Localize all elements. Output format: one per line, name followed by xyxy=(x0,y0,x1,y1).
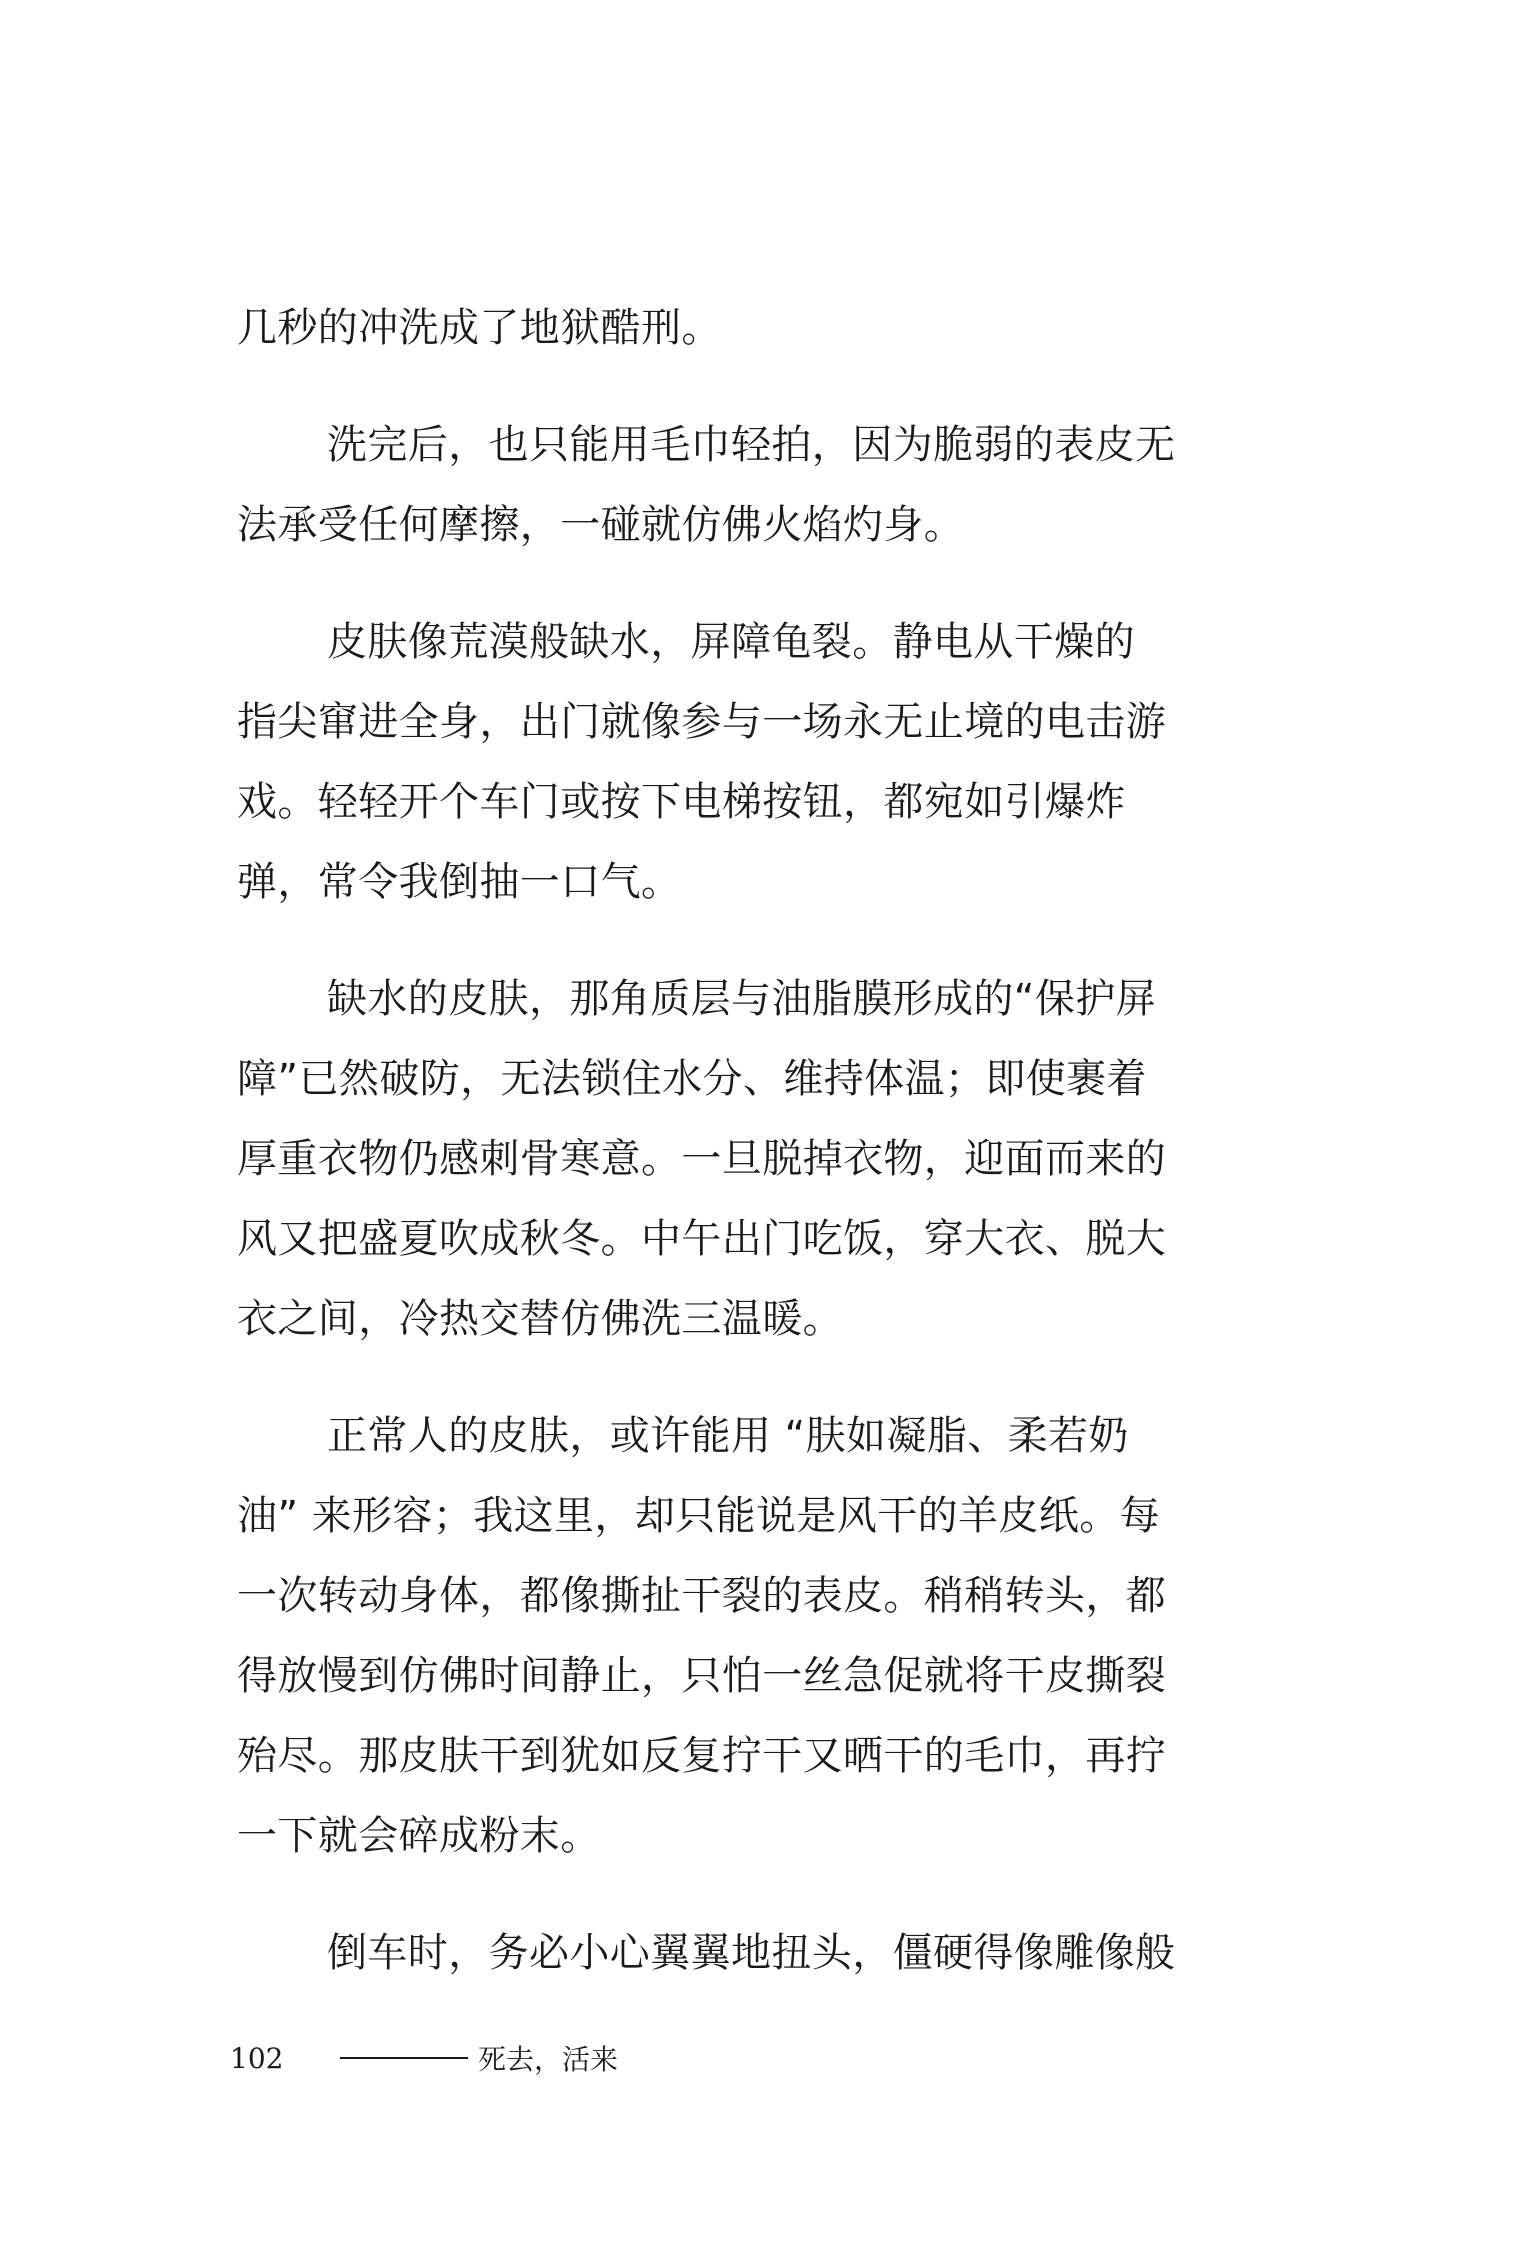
text-line: 几秒的冲洗成了地狱酷刑。 xyxy=(237,305,722,351)
paragraph xyxy=(237,288,1267,368)
text-line: 障”已然破防，无法锁住水分、维持体温；即使裹着 xyxy=(237,1056,1147,1102)
paragraph-gap xyxy=(237,368,1267,405)
page-footer xyxy=(230,2038,618,2078)
text-line: 油” 来形容；我这里，却只能说是风干的羊皮纸。每 xyxy=(237,1493,1161,1539)
paragraph xyxy=(237,405,1267,565)
paragraph xyxy=(237,959,1267,1359)
paragraph xyxy=(237,1913,1267,1993)
text-line: 厚重衣物仍感刺骨寒意。一旦脱掉衣物，迎面而来的 xyxy=(237,1136,1167,1182)
text-line: 缺水的皮肤，那角质层与油脂膜形成的“保护屏 xyxy=(327,976,1157,1022)
text-line: 戏。轻轻开个车门或按下电梯按钮，都宛如引爆炸 xyxy=(237,779,1126,825)
text-line: 洗完后，也只能用毛巾轻拍，因为脆弱的表皮无 xyxy=(327,422,1176,468)
text-line: 倒车时，务必小心翼翼地扭头，僵硬得像雕像般 xyxy=(327,1930,1176,1976)
text-line: 正常人的皮肤，或许能用 “肤如凝脂、柔若奶 xyxy=(327,1413,1129,1459)
text-line: 一下就会碎成粉末。 xyxy=(237,1813,601,1859)
running-title: 死去，活来 xyxy=(478,2043,619,2076)
footer-rule xyxy=(340,2057,468,2059)
text-line: 得放慢到仿佛时间静止，只怕一丝急促就将干皮撕裂 xyxy=(237,1653,1167,1699)
paragraph-gap xyxy=(237,565,1267,602)
text-line: 指尖窜进全身，出门就像参与一场永无止境的电击游 xyxy=(237,699,1167,745)
paragraph xyxy=(237,602,1267,922)
text-line: 风又把盛夏吹成秋冬。中午出门吃饭，穿大衣、脱大 xyxy=(237,1216,1167,1262)
paragraph-gap xyxy=(237,1359,1267,1396)
paragraph xyxy=(237,1396,1267,1876)
text-line: 法承受任何摩擦，一碰就仿佛火焰灼身。 xyxy=(237,502,965,548)
page-number: 102 xyxy=(230,2041,284,2075)
text-line: 衣之间，冷热交替仿佛洗三温暖。 xyxy=(237,1296,843,1342)
body-text xyxy=(237,288,1267,1993)
paragraph-gap xyxy=(237,1876,1267,1913)
text-line: 弹，常令我倒抽一口气。 xyxy=(237,859,682,905)
text-line: 皮肤像荒漠般缺水，屏障龟裂。静电从干燥的 xyxy=(327,619,1135,665)
text-line: 一次转动身体，都像撕扯干裂的表皮。稍稍转头，都 xyxy=(237,1573,1167,1619)
text-line: 殆尽。那皮肤干到犹如反复拧干又晒干的毛巾，再拧 xyxy=(237,1733,1167,1779)
paragraph-gap xyxy=(237,922,1267,959)
